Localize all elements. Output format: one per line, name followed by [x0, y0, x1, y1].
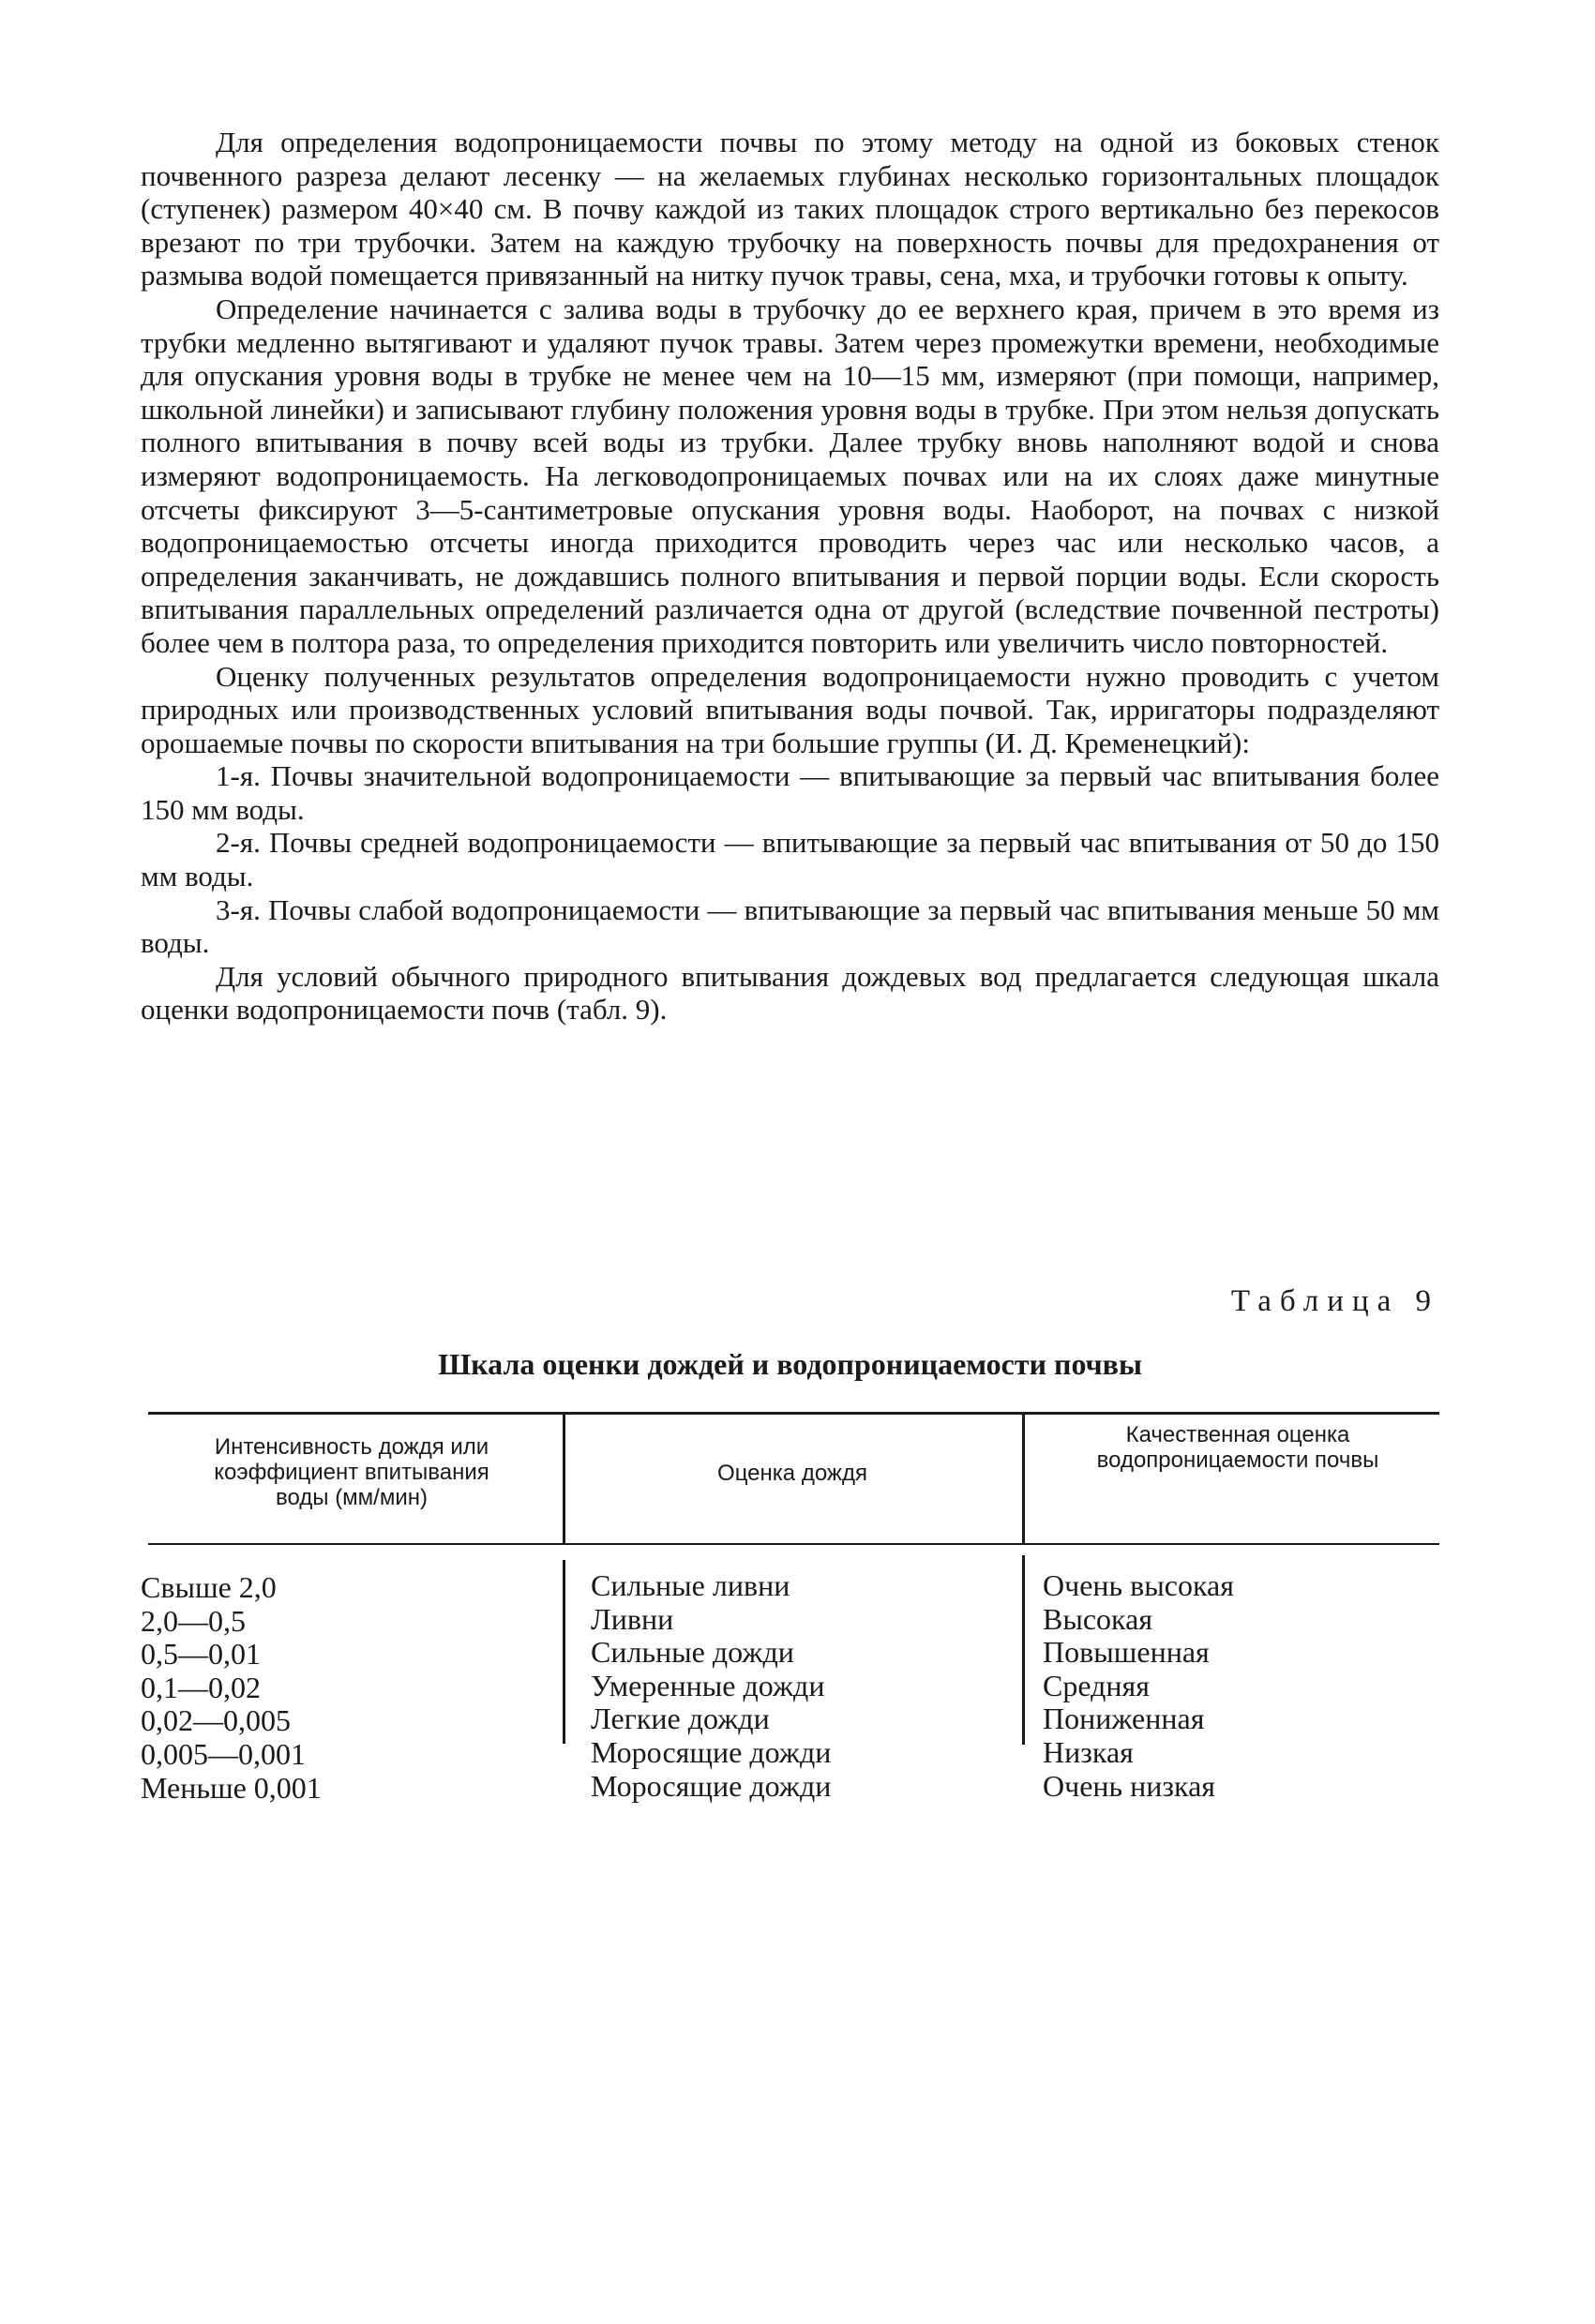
table-cell: Повышенная — [1043, 1635, 1210, 1670]
paragraph-group-1: 1-я. Почвы значительной водопроницаемости — впитывающие за первый час впитывания более 150 мм воды. — [141, 759, 1439, 826]
table-cell: 2,0—0,5 — [141, 1603, 246, 1638]
column-rain-rating — [591, 1569, 831, 1803]
table-header-rule — [148, 1543, 1439, 1545]
table-cell: Моросящие дожди — [591, 1768, 832, 1803]
paragraph-group-3: 3-я. Почвы слабой водопроницаемости — впитывающие за первый час впитывания меньше 50 мм воды. — [141, 892, 1439, 960]
table-cell: Свыше 2,0 — [141, 1570, 277, 1604]
column-divider-2 — [1022, 1415, 1025, 1543]
table-label: Таблица 9 — [1230, 1284, 1439, 1318]
column-divider-2-body — [1022, 1555, 1025, 1745]
table-cell: Сильные дожди — [591, 1635, 794, 1670]
table-cell: Легкие дожди — [591, 1702, 770, 1736]
body-text — [141, 126, 1439, 1027]
column-divider-1 — [563, 1415, 565, 1543]
paragraph-table-intro: Для условий обычного природного впитывания дождевых вод предлагается следующая шкала оценки водопроницаемости почв (табл. 9). — [141, 959, 1439, 1027]
header-intensity: Интенсивность дождя или коэффициент впитывания воды (мм/мин) — [214, 1434, 489, 1510]
paragraph-1: Для определения водопроницаемости почвы по этому методу на одной из боковых стенок почвенного разреза делают лесенку — на желаемых глубинах несколько горизонтальных площадок (ступенек) размером 40×40 см. В почву каждой из таких площадок строго вертикально без перекосов врезают по три трубочки. Затем на каждую трубочку на поверхность почвы для предохранения от размыва водой помещается привязанный на нитку пучок травы, сена, мха, и трубочки готовы к опыту. — [141, 126, 1439, 292]
table-cell: Меньше 0,001 — [141, 1770, 322, 1805]
table-cell: Очень высокая — [1043, 1568, 1234, 1602]
table-title: Шкала оценки дождей и водопроницаемости почвы — [438, 1347, 1142, 1381]
table-cell: 0,5—0,01 — [141, 1637, 261, 1672]
table-cell: Моросящие дожди — [591, 1734, 832, 1769]
table-cell: Очень низкая — [1043, 1768, 1215, 1803]
table-cell: Высокая — [1043, 1601, 1153, 1636]
header-permeability-rating: Качественная оценка водопроницаемости почвы — [1096, 1422, 1379, 1473]
header-rain-rating: Оценка дождя — [717, 1461, 867, 1486]
column-permeability-rating — [1043, 1569, 1234, 1803]
table-cell: Низкая — [1043, 1734, 1134, 1769]
table-cell: 0,02—0,005 — [141, 1703, 291, 1738]
paragraph-2: Определение начинается с залива воды в трубочку до ее верхнего края, причем в это время из трубки медленно вытягивают и удаляют пучок травы. Затем через промежутки времени, необходимые для опускания уровня воды в трубке не менее чем на 10—15 мм, измеряют (при помощи, например, школьной линейки) и записывают глубину положения уровня воды в трубке. При этом нельзя допускать полного впитывания в почву всей воды из трубки. Далее трубку вновь наполняют водой и снова измеряют водопроницаемость. На легководопроницаемых почвах или на их слоях даже минутные отсчеты фиксируют 3—5-сантиметровые опускания уровня воды. Наоборот, на почвах с низкой водопроницаемостью отсчеты иногда приходится проводить через час или несколько часов, а определения заканчивать, не дождавшись полного впитывания и первой порции воды. Если скорость впитывания параллельных определений различается одна от другой (вследствие почвенной пестроты) более чем в полтора раза, то определения приходится повторить или увеличить число повторностей. — [141, 292, 1439, 659]
table-top-rule — [148, 1412, 1439, 1415]
paragraph-group-2: 2-я. Почвы средней водопроницаемости — впитывающие за первый час впитывания от 50 до 150 мм воды. — [141, 826, 1439, 893]
table-cell: Сильные ливни — [591, 1568, 790, 1602]
table-cell: 0,005—0,001 — [141, 1736, 306, 1771]
table-cell: Средняя — [1043, 1668, 1150, 1702]
column-intensity — [141, 1571, 322, 1805]
column-divider-1-body — [563, 1560, 565, 1744]
paragraph-3: Оценку полученных результатов определения водопроницаемости нужно проводить с учетом природных или производственных условий впитывания воды почвой. Так, ирригаторы подразделяют орошаемые почвы по скорости впитывания на три большие группы (И. Д. Кременецкий): — [141, 659, 1439, 759]
table-cell: Пониженная — [1043, 1702, 1205, 1736]
table-cell: Ливни — [591, 1601, 674, 1636]
table-cell: 0,1—0,02 — [141, 1670, 261, 1704]
table-cell: Умеренные дожди — [591, 1668, 825, 1702]
